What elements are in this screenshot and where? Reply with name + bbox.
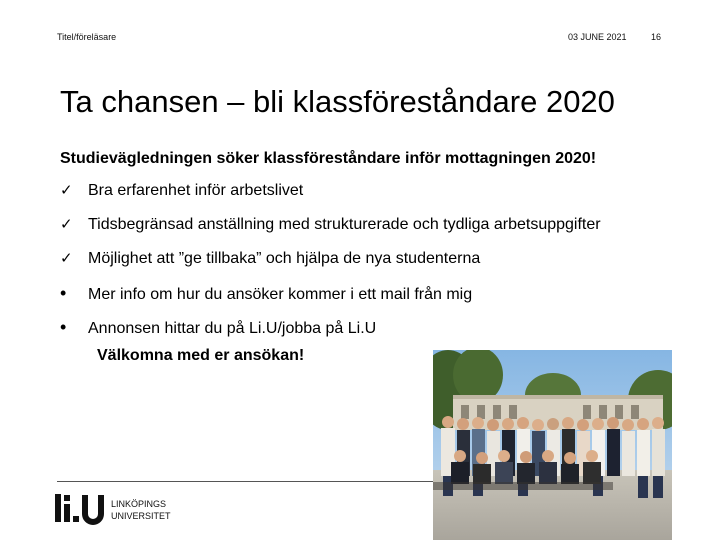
check-icon: ✓ — [60, 182, 73, 199]
bullet-text: Bra erfarenhet inför arbetslivet — [88, 182, 304, 199]
bullet-text: Mer info om hur du ansöker kommer i ett mail från mig — [88, 286, 473, 303]
bullet-dot-icon: • — [60, 283, 67, 303]
bullet-item — [60, 280, 601, 314]
liu-logo — [55, 492, 180, 531]
bullet-dot-icon: • — [60, 317, 67, 337]
check-icon: ✓ — [60, 250, 73, 267]
bullet-list — [60, 178, 601, 348]
check-icon: ✓ — [60, 216, 73, 233]
date-label: 03 JUNE 2021 — [568, 32, 627, 42]
slide-number: 16 — [651, 32, 662, 42]
logo-line-1: LINKÖPINGS — [111, 499, 167, 509]
logo-line-2: UNIVERSITET — [111, 511, 171, 521]
lead-text: Studievägledningen söker klassföreståndare inför mottagningen 2020! — [60, 150, 597, 167]
bullet-item — [60, 212, 601, 246]
bullet-text: Möjlighet att ”ge tillbaka” och hjälpa de nya studenterna — [88, 250, 481, 267]
group-photo — [433, 350, 672, 540]
bullet-text: Annonsen hittar du på Li.U/jobba på Li.U — [88, 320, 377, 337]
footer-divider — [57, 481, 433, 482]
bullet-item — [60, 246, 601, 280]
bullet-text: Tidsbegränsad anställning med strukturerade och tydliga arbetsuppgifter — [88, 216, 601, 233]
bullet-item — [60, 314, 601, 348]
presenter-label: Titel/föreläsare — [57, 32, 117, 42]
slide-title: Ta chansen – bli klassföreståndare 2020 — [60, 84, 615, 119]
bullet-item — [60, 178, 601, 212]
welcome-text: Välkomna med er ansökan! — [97, 347, 305, 364]
